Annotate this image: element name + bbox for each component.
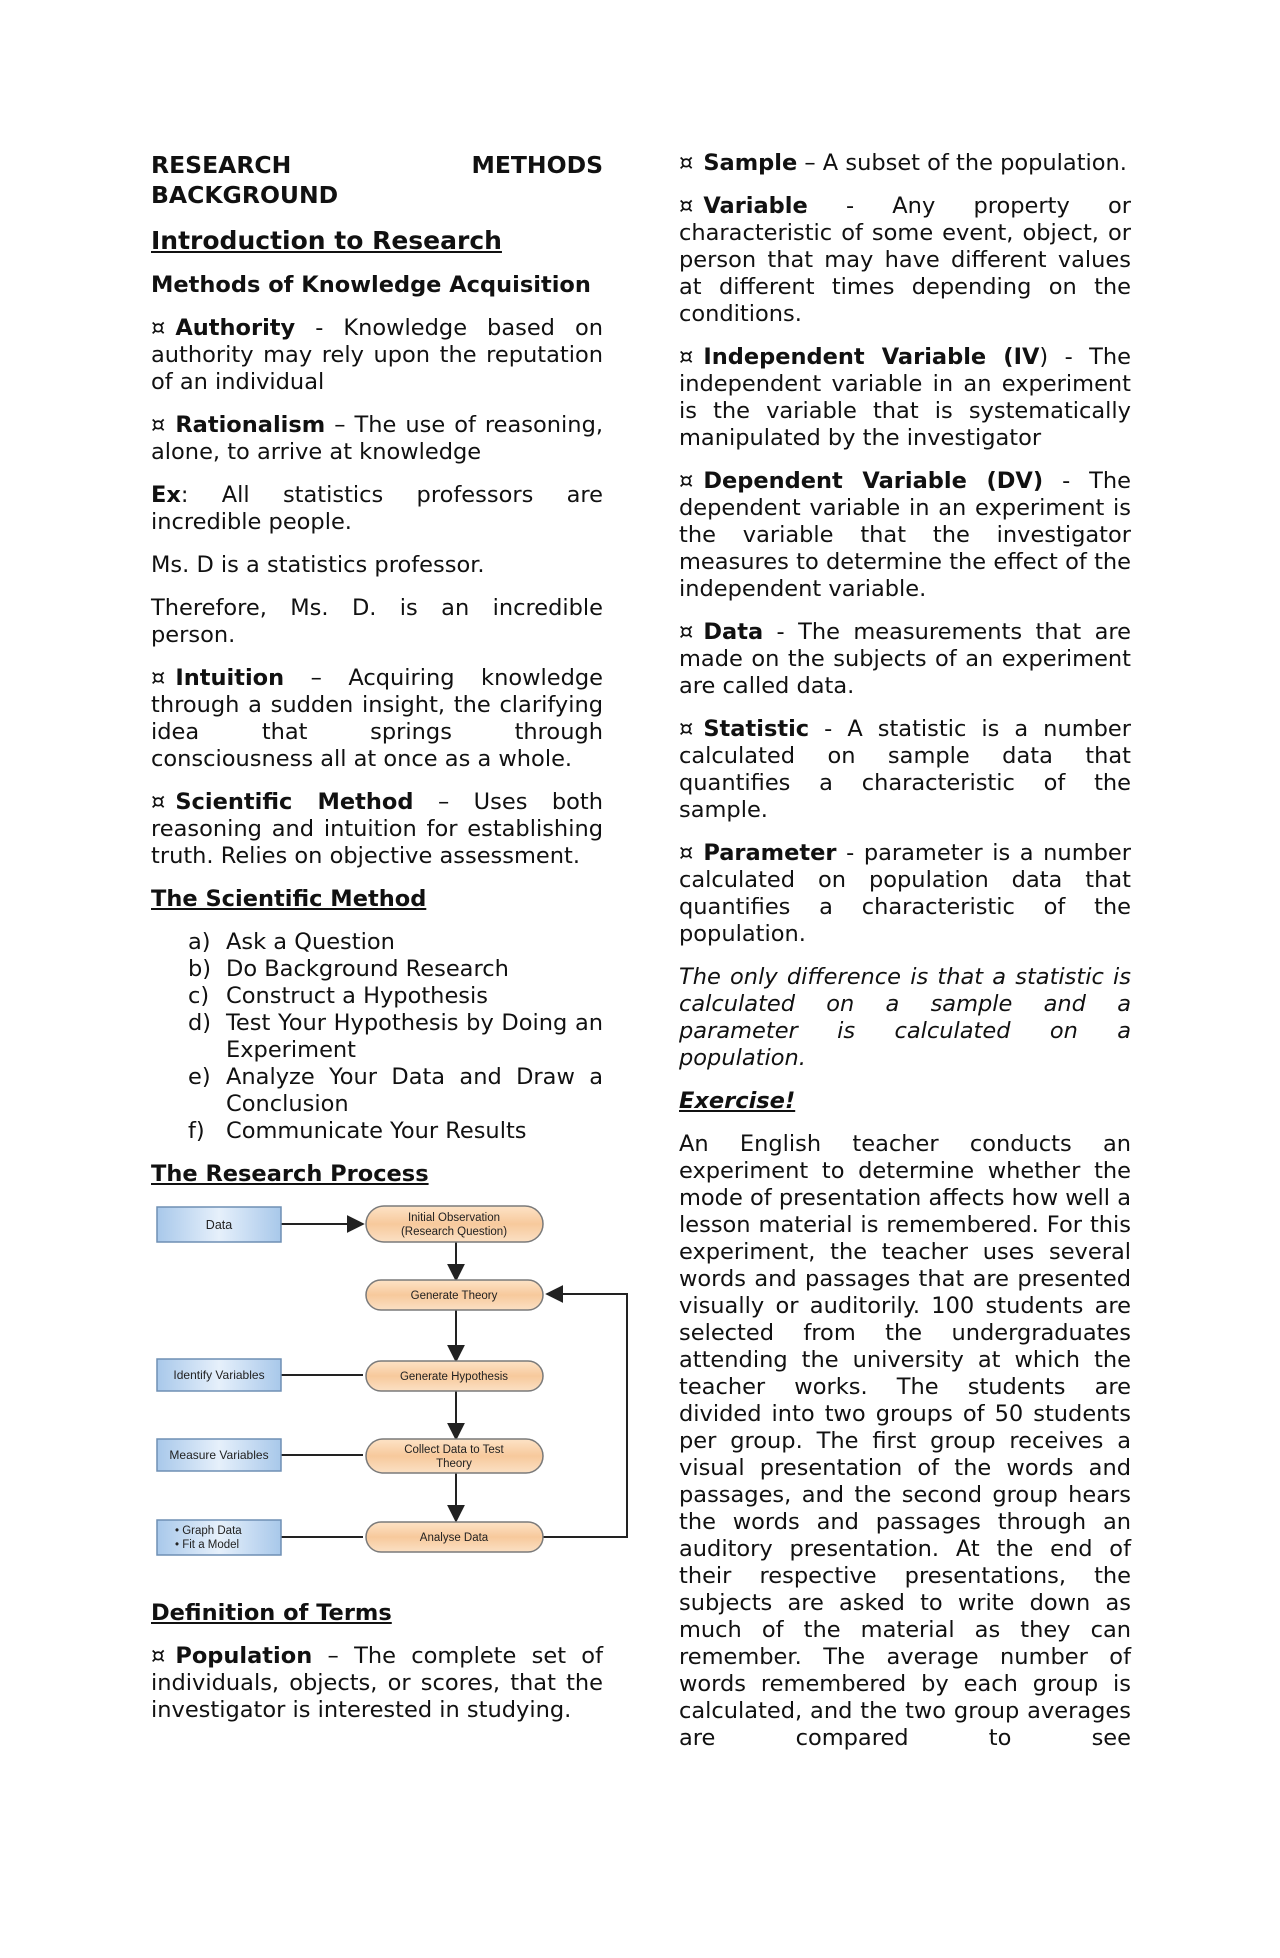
population-text: – The complete set of individuals, objects, or scores, that the investigator is interested in studying. bbox=[151, 1643, 603, 1723]
observation-label-1: Initial Observation bbox=[407, 1212, 501, 1224]
data-text: - The measurements that are made on the subjects of an experiment are called data. bbox=[679, 619, 1131, 699]
scientific-method-heading: The Scientific Method bbox=[151, 886, 427, 912]
title-word-background: BACKGROUND bbox=[151, 181, 339, 209]
bullet-glyph: ¤ bbox=[151, 789, 166, 815]
iv-text: - The independent variable in an experiment is the variable that is systematically manipulated by the investigator bbox=[679, 344, 1131, 451]
list-marker: b) bbox=[188, 956, 212, 982]
bullet-glyph: ¤ bbox=[151, 1643, 166, 1669]
scientific-text: – Uses both reasoning and intuition for establishing truth. Relies on objective assessment. bbox=[151, 789, 604, 869]
list-item bbox=[151, 956, 603, 983]
exercise-paragraph: An English teacher conducts an experiment to determine whether the mode of presentation affects how well a lesson material is remembered. For this experiment, the teacher uses several words and passages that are presented visually or auditorily. 100 students are selected from the undergraduates attending the university at which the teacher works. The students are divided into two groups of 50 students per group. The first group receives a visual presentation of the words and passages, and the second group hears the words and passages through an auditory presentation. At the end of their respective presentations, the subjects are asked to write down as much of the material as they can remember. The average number of words remembered by each group is calculated, and the two group averages are compared to see bbox=[679, 1131, 1131, 1751]
example-line-3: Therefore, Ms. D. is an incredible person. bbox=[151, 595, 603, 648]
intuition-text: – Acquiring knowledge through a sudden insight, the clarifying idea that springs through consciousness all at once as a whole. bbox=[151, 665, 603, 772]
graph-data-label: • Graph Data bbox=[175, 1525, 242, 1537]
parameter-term: Parameter bbox=[703, 840, 837, 866]
analyse-data-label: Analyse Data bbox=[419, 1532, 489, 1544]
generate-hypothesis-node bbox=[366, 1361, 543, 1391]
bullet-glyph: ¤ bbox=[151, 412, 166, 438]
bullet-glyph: ¤ bbox=[679, 344, 694, 370]
list-marker: f) bbox=[188, 1118, 205, 1144]
list-item bbox=[151, 929, 603, 956]
statistic-paragraph bbox=[679, 716, 1131, 824]
measure-variables-box bbox=[157, 1439, 281, 1471]
generate-theory-label: Generate Theory bbox=[410, 1290, 498, 1302]
list-item bbox=[151, 1010, 603, 1064]
collect-data-node bbox=[366, 1439, 543, 1473]
list-marker: d) bbox=[188, 1010, 212, 1036]
identify-variables-label: Identify Variables bbox=[173, 1368, 265, 1382]
authority-term: Authority bbox=[175, 315, 296, 341]
list-text: Test Your Hypothesis by Doing an Experiment bbox=[226, 1010, 603, 1063]
scientific-paragraph bbox=[151, 789, 603, 870]
collect-data-label-2: Theory bbox=[436, 1458, 472, 1470]
rationalism-text: – The use of reasoning, alone, to arrive at knowledge bbox=[151, 412, 603, 465]
generate-theory-node bbox=[366, 1280, 543, 1310]
definitions-heading: Definition of Terms bbox=[151, 1600, 392, 1626]
graph-model-box bbox=[157, 1520, 281, 1555]
iv-term: Independent Variable (IV bbox=[703, 344, 1040, 370]
title-word-research: RESEARCH bbox=[151, 151, 292, 179]
authority-text: - Knowledge based on authority may rely upon the reputation of an individual bbox=[151, 315, 603, 395]
difference-paragraph: The only difference is that a statistic is calculated on a sample and a parameter is calculated on a population. bbox=[679, 964, 1131, 1071]
bullet-glyph: ¤ bbox=[679, 193, 694, 219]
measure-variables-label: Measure Variables bbox=[169, 1448, 269, 1462]
population-paragraph bbox=[151, 1643, 603, 1724]
authority-paragraph bbox=[151, 315, 603, 396]
left-column bbox=[151, 150, 603, 1740]
list-item bbox=[151, 1064, 603, 1118]
dv-text: - The dependent variable in an experiment is the variable that the investigator measures to determine the effect of the independent variable. bbox=[679, 468, 1131, 602]
intro-heading: Introduction to Research bbox=[151, 226, 502, 255]
scientific-steps-list bbox=[151, 929, 603, 1145]
list-marker: a) bbox=[188, 929, 211, 955]
identify-variables-box bbox=[157, 1359, 281, 1391]
analyse-data-node bbox=[366, 1522, 543, 1552]
parameter-paragraph bbox=[679, 840, 1131, 948]
dv-term: Dependent Variable (DV) bbox=[703, 468, 1044, 494]
arrow-feedback-loop bbox=[543, 1294, 627, 1537]
example-line-2: Ms. D is a statistics professor. bbox=[151, 552, 485, 578]
list-text: Do Background Research bbox=[226, 956, 509, 982]
bullet-glyph: ¤ bbox=[151, 665, 166, 691]
bullet-glyph: ¤ bbox=[679, 840, 694, 866]
sample-term: Sample bbox=[703, 150, 798, 176]
example-label: Ex bbox=[151, 482, 181, 508]
intuition-term: Intuition bbox=[175, 665, 285, 691]
list-item bbox=[151, 1118, 603, 1145]
statistic-text: - A statistic is a number calculated on sample data that quantifies a characteristic of the sample. bbox=[679, 716, 1131, 823]
observation-label-2: (Research Question) bbox=[400, 1226, 508, 1238]
intuition-paragraph bbox=[151, 665, 603, 773]
rationalism-term: Rationalism bbox=[175, 412, 326, 438]
data-box-label: Data bbox=[205, 1218, 233, 1232]
statistic-term: Statistic bbox=[703, 716, 810, 742]
bullet-glyph: ¤ bbox=[151, 315, 166, 341]
list-text: Construct a Hypothesis bbox=[226, 983, 488, 1009]
bullet-glyph: ¤ bbox=[679, 468, 694, 494]
bullet-glyph: ¤ bbox=[679, 150, 694, 176]
title-word-methods: METHODS bbox=[471, 151, 603, 179]
variable-paragraph bbox=[679, 193, 1131, 328]
initial-observation-node bbox=[366, 1206, 543, 1242]
data-box bbox=[157, 1207, 281, 1242]
document-title bbox=[151, 150, 603, 210]
generate-hypothesis-label: Generate Hypothesis bbox=[399, 1371, 509, 1383]
scientific-term: Scientific Method bbox=[175, 789, 414, 815]
data-term: Data bbox=[703, 619, 764, 645]
list-text: Communicate Your Results bbox=[226, 1118, 527, 1144]
list-text: Ask a Question bbox=[226, 929, 395, 955]
list-marker: e) bbox=[188, 1064, 211, 1090]
research-process-heading: The Research Process bbox=[151, 1161, 429, 1187]
sample-text: – A subset of the population. bbox=[797, 150, 1127, 176]
iv-close: ) bbox=[1039, 344, 1049, 370]
sample-paragraph bbox=[679, 150, 1131, 177]
rationalism-paragraph bbox=[151, 412, 603, 466]
collect-data-label-1: Collect Data to Test bbox=[404, 1444, 504, 1456]
variable-term: Variable bbox=[703, 193, 808, 219]
bullet-glyph: ¤ bbox=[679, 619, 694, 645]
parameter-text: - parameter is a number calculated on population data that quantifies a characteristic of the population. bbox=[679, 840, 1131, 947]
iv-paragraph bbox=[679, 344, 1131, 452]
list-marker: c) bbox=[188, 983, 210, 1009]
research-process-flowchart bbox=[151, 1204, 631, 1584]
fit-model-label: • Fit a Model bbox=[175, 1539, 240, 1551]
example-line-1 bbox=[151, 482, 603, 536]
list-text: Analyze Your Data and Draw a Conclusion bbox=[226, 1064, 603, 1117]
example-text-1: : All statistics professors are incredible people. bbox=[151, 482, 603, 535]
right-column bbox=[679, 150, 1131, 1768]
list-item bbox=[151, 983, 603, 1010]
data-paragraph bbox=[679, 619, 1131, 700]
exercise-heading: Exercise! bbox=[679, 1088, 796, 1114]
bullet-glyph: ¤ bbox=[679, 716, 694, 742]
knowledge-heading: Methods of Knowledge Acquisition bbox=[151, 272, 591, 298]
dv-paragraph bbox=[679, 468, 1131, 603]
variable-text: - Any property or characteristic of some event, object, or person that may have different values at different times depending on the conditions. bbox=[679, 193, 1131, 327]
population-term: Population bbox=[175, 1643, 313, 1669]
